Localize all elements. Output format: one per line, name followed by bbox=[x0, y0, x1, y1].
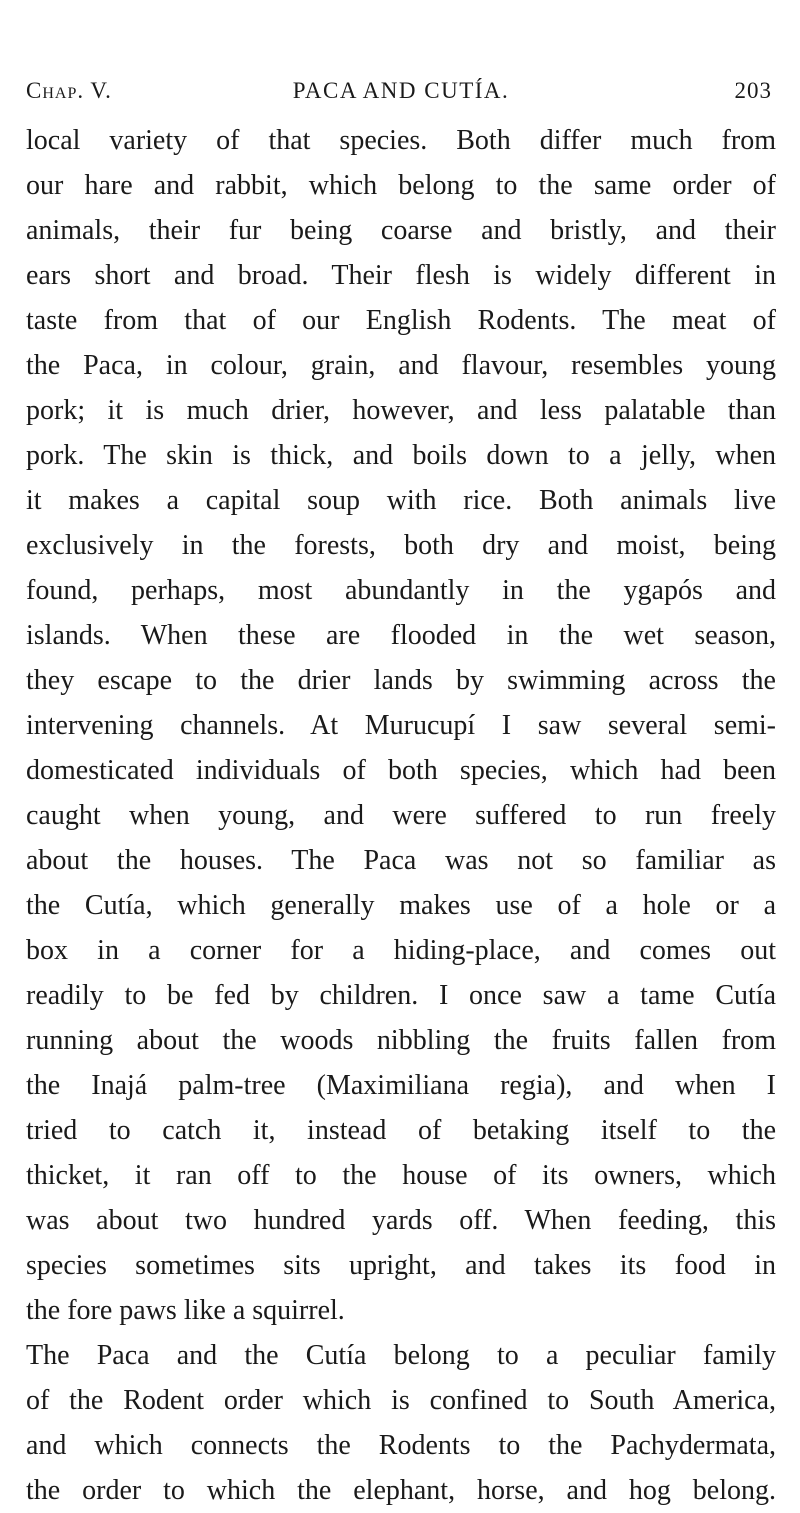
text-line: our hare and rabbit, which belong to the same order of bbox=[26, 170, 776, 201]
text-line: tried to catch it, instead of betaking itself to the bbox=[26, 1115, 776, 1146]
text-line: the order to which the elephant, horse, and hog belong. bbox=[26, 1475, 776, 1506]
text-line: found, perhaps, most abundantly in the ygapós and bbox=[26, 575, 776, 606]
text-line: the Paca, in colour, grain, and flavour, resembles young bbox=[26, 350, 776, 381]
chapter-label: Chap. V. bbox=[26, 78, 112, 103]
text-line: of the Rodent order which is confined to South America, bbox=[26, 1385, 776, 1416]
text-line: domesticated individuals of both species, which had been bbox=[26, 755, 776, 786]
text-line: pork; it is much drier, however, and less palatable than bbox=[26, 395, 776, 426]
text-line: the Cutía, which generally makes use of a hole or a bbox=[26, 890, 776, 921]
text-line: pork. The skin is thick, and boils down to a jelly, when bbox=[26, 440, 776, 471]
text-line: islands. When these are flooded in the wet season, bbox=[26, 620, 776, 651]
running-head bbox=[26, 78, 776, 110]
text-line: ears short and broad. Their flesh is widely different in bbox=[26, 260, 776, 291]
text-line: exclusively in the forests, both dry and moist, being bbox=[26, 530, 776, 561]
text-line: The Paca and the Cutía belong to a peculiar family bbox=[26, 1340, 776, 1371]
text-line: species sometimes sits upright, and takes its food in bbox=[26, 1250, 776, 1281]
text-line: was about two hundred yards off. When feeding, this bbox=[26, 1205, 776, 1236]
text-line: thicket, it ran off to the house of its owners, which bbox=[26, 1160, 776, 1191]
book-page bbox=[26, 0, 776, 1506]
text-line: the fore paws like a squirrel. bbox=[26, 1295, 345, 1326]
text-line: the Inajá palm-tree (Maximiliana regia), and when I bbox=[26, 1070, 776, 1101]
text-line: intervening channels. At Murucupí I saw several semi- bbox=[26, 710, 776, 741]
text-line: caught when young, and were suffered to run freely bbox=[26, 800, 776, 831]
text-line: animals, their fur being coarse and bristly, and their bbox=[26, 215, 776, 246]
page-title: PACA AND CUTÍA. bbox=[292, 78, 510, 103]
text-line: about the houses. The Paca was not so familiar as bbox=[26, 845, 776, 876]
text-line: running about the woods nibbling the fruits fallen from bbox=[26, 1025, 776, 1056]
text-line: readily to be fed by children. I once saw a tame Cutía bbox=[26, 980, 776, 1011]
page-number: 203 bbox=[734, 78, 772, 103]
text-line: and which connects the Rodents to the Pachydermata, bbox=[26, 1430, 776, 1461]
text-line: local variety of that species. Both differ much from bbox=[26, 125, 776, 156]
body-text bbox=[26, 118, 776, 1513]
text-line: box in a corner for a hiding-place, and comes out bbox=[26, 935, 776, 966]
text-line: taste from that of our English Rodents. The meat of bbox=[26, 305, 776, 336]
text-line: they escape to the drier lands by swimming across the bbox=[26, 665, 776, 696]
text-line: it makes a capital soup with rice. Both animals live bbox=[26, 485, 776, 516]
